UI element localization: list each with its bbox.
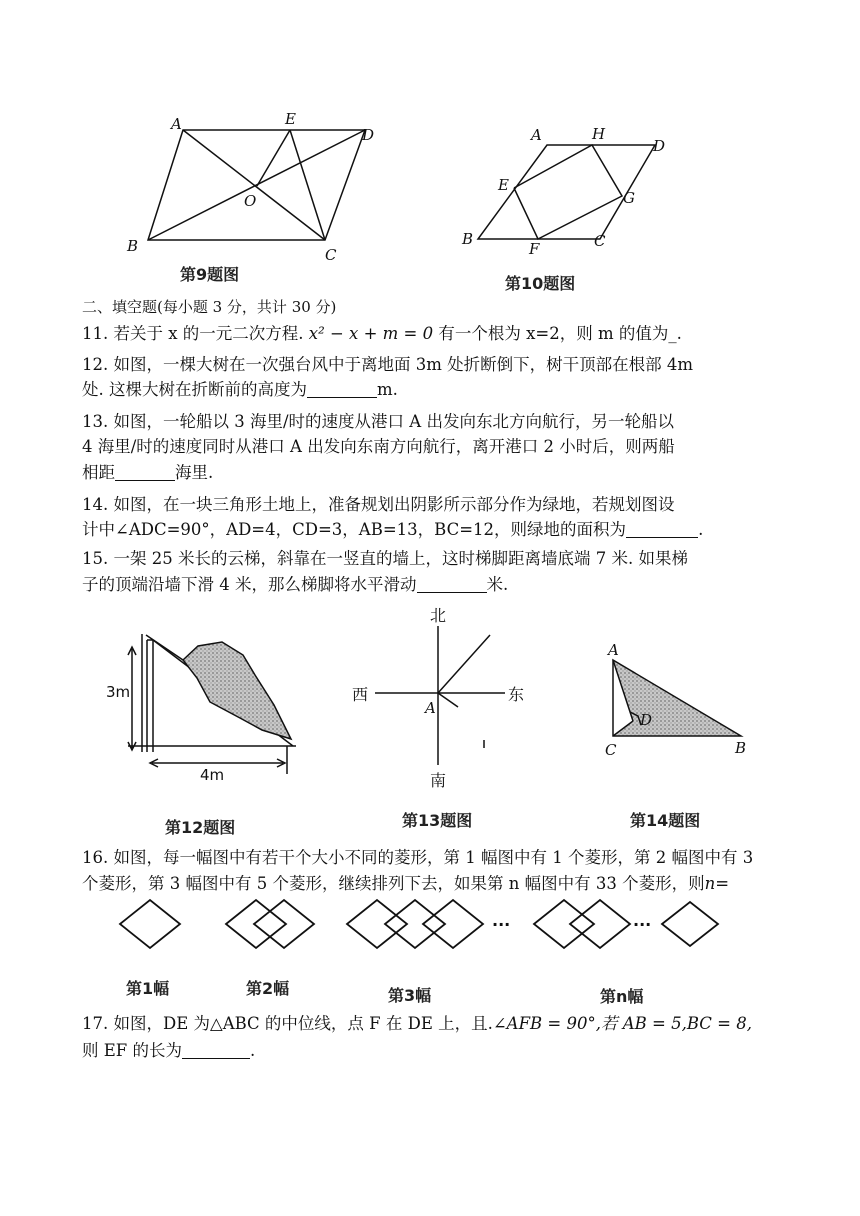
- q15-text-a: 子的顶端沿墙下滑 4 米，那么梯脚将水平滑动: [82, 575, 417, 594]
- q11-equation: x² − x + m = 0: [308, 324, 434, 343]
- fig10-label-F: F: [529, 240, 540, 258]
- fig16-panel-1-caption: 第1幅: [126, 979, 170, 998]
- fig10-label-G: G: [623, 189, 635, 207]
- fig10-label-D: D: [653, 137, 666, 155]
- q16-text-a: 个菱形，第 3 幅图中有 5 个菱形，继续排列下去，如果第 n 幅图中有 33 个菱形，则: [82, 874, 705, 893]
- section-title: 二、填空题(每小题 3 分，共计 30 分): [82, 298, 337, 316]
- question-13-line-2: 4 海里/时的速度同时从港口 A 出发向东南方向航行，离开港口 2 小时后，则两船: [82, 437, 675, 456]
- fig10-label-E: E: [498, 176, 509, 194]
- fig16-ellipsis-2: ···: [633, 915, 652, 934]
- q17-answer-blank[interactable]: [182, 1042, 250, 1059]
- fig9-caption: 第9题图: [180, 265, 240, 284]
- fig16-panel-2-caption: 第2幅: [246, 979, 290, 998]
- fig10-label-B: B: [462, 230, 474, 248]
- q16-text-b: n=: [704, 874, 730, 893]
- q17-text-c: 则 EF 的长为: [82, 1041, 182, 1060]
- fig13-origin-A: A: [425, 699, 436, 717]
- q17-text-b: ∠AFB = 90°,若 AB = 5,BC = 8,: [492, 1014, 752, 1033]
- q11-text-a: 11. 若关于 x 的一元二次方程.: [82, 324, 304, 343]
- fig14-label-D: D: [640, 711, 653, 729]
- fig9-label-E: E: [285, 110, 296, 128]
- question-15-line-1: 15. 一架 25 米长的云梯，斜靠在一竖直的墙上，这时梯脚距离墙底端 7 米. 如果梯: [82, 549, 688, 568]
- fig12-caption: 第12题图: [165, 818, 236, 837]
- q15-text-b: 米.: [486, 575, 509, 594]
- fig9-label-C: C: [325, 246, 337, 264]
- q14-text-b: .: [698, 520, 704, 539]
- q11-text-b: 有一个根为 x=2，则 m 的值为_.: [438, 324, 682, 343]
- fig9-label-D: D: [362, 126, 375, 144]
- fig10-label-A: A: [531, 126, 542, 144]
- fig10-label-H: H: [592, 125, 606, 143]
- q13-text-b: 海里.: [175, 463, 214, 482]
- fig16-panel-3-caption: 第3幅: [388, 986, 432, 1005]
- fig16-panel-n-caption: 第n幅: [600, 987, 644, 1006]
- question-12-line-1: 12. 如图，一棵大树在一次强台风中于离地面 3m 处折断倒下，树干顶部在根部 4m: [82, 355, 694, 374]
- q12-text-a: 处. 这棵大树在折断前的高度为: [82, 380, 307, 399]
- fig13-west: 西: [352, 685, 369, 704]
- q13-text-a: 相距: [82, 463, 115, 482]
- fig13-east: 东: [508, 685, 525, 704]
- fig14-caption: 第14题图: [630, 811, 701, 830]
- fig13-south: 南: [430, 771, 447, 790]
- q14-text-a: 计中∠ADC=90°，AD=4，CD=3，AB=13，BC=12，则绿地的面积为: [82, 520, 627, 539]
- q17-text-d: .: [249, 1041, 256, 1060]
- fig10-caption: 第10题图: [505, 274, 576, 293]
- q17-text-a: 17. 如图，DE 为△ABC 的中位线，点 F 在 DE 上，且.: [82, 1014, 493, 1033]
- question-17-line-2: [82, 1039, 255, 1063]
- question-16-line-1: 16. 如图，每一幅图中有若干个大小不同的菱形，第 1 幅图中有 1 个菱形，第 2 幅图中有 3: [82, 848, 754, 867]
- fig12-width-label: 4m: [200, 766, 225, 784]
- question-13-line-1: 13. 如图，一轮船以 3 海里/时的速度从港口 A 出发向东北方向航行，另一轮船以: [82, 412, 674, 431]
- q12-text-b: m.: [377, 380, 398, 399]
- fig9-label-O: O: [244, 192, 257, 210]
- question-14-line-1: 14. 如图，在一块三角形土地上，准备规划出阴影所示部分作为绿地，若规划图设: [82, 495, 675, 514]
- fig12-height-label: 3m: [106, 683, 131, 701]
- fig14-label-C: C: [605, 741, 617, 759]
- fig9-label-B: B: [127, 237, 139, 255]
- fig14-label-A: A: [608, 641, 619, 659]
- fig14-label-B: B: [735, 739, 747, 757]
- fig13-north: 北: [430, 606, 447, 625]
- fig9-label-A: A: [171, 115, 182, 133]
- fig10-label-C: C: [594, 232, 606, 250]
- fig13-caption: 第13题图: [402, 811, 473, 830]
- fig16-ellipsis-1: ···: [492, 915, 511, 934]
- question-17-line-1: [82, 1012, 752, 1036]
